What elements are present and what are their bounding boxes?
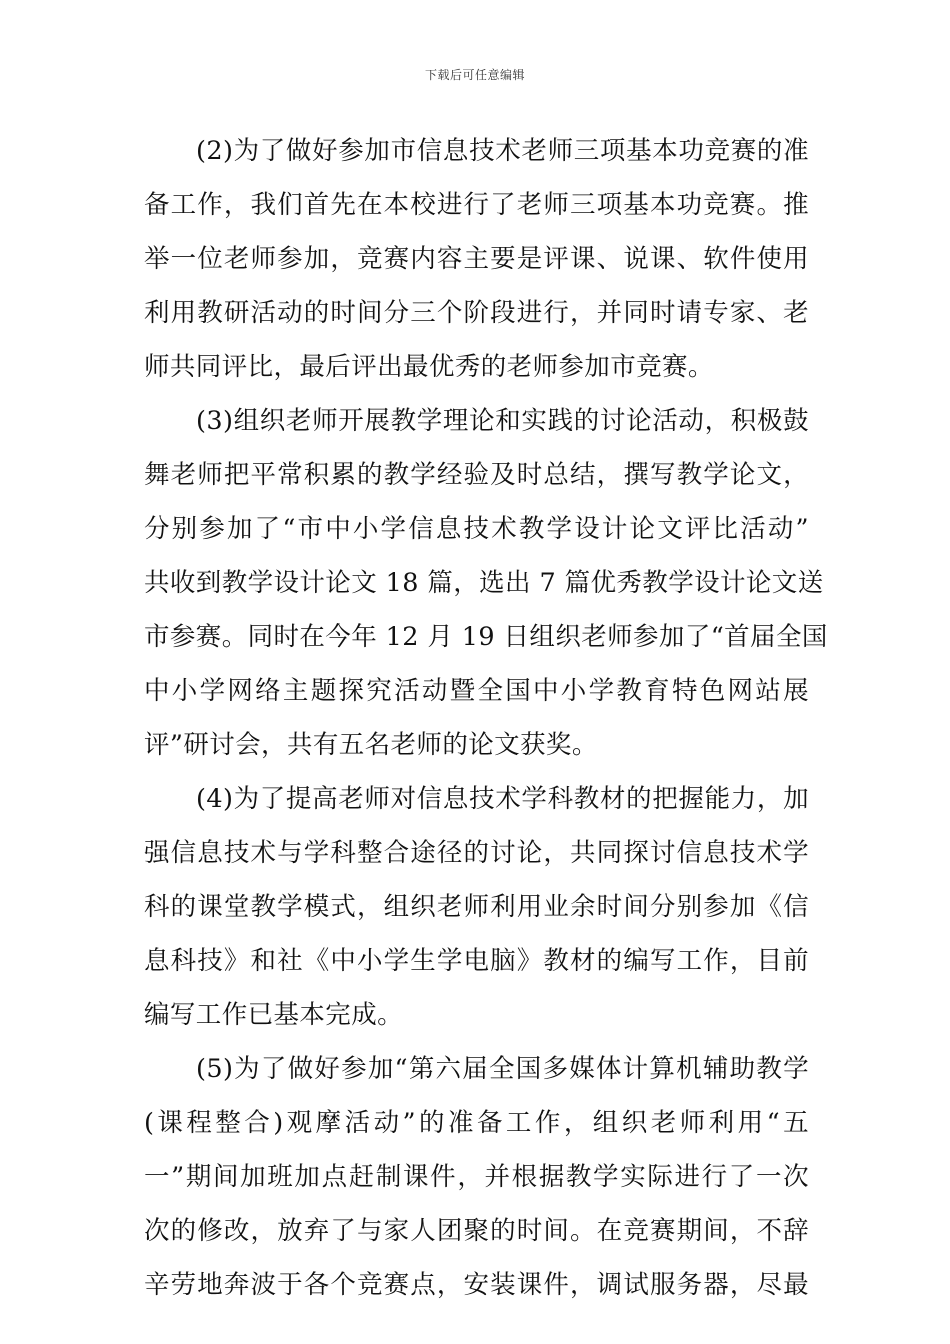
text-line: 编写工作已基本完成。 bbox=[144, 1000, 404, 1030]
paragraph bbox=[144, 1042, 809, 1312]
text-line: 次的修改，放弃了与家人团聚的时间。在竞赛期间，不辞 bbox=[144, 1216, 809, 1246]
text-line: (4)为了提高老师对信息技术学科教材的把握能力，加 bbox=[196, 784, 809, 814]
text-line: 共收到教学设计论文 18 篇，选出 7 篇优秀教学设计论文送 bbox=[144, 568, 824, 598]
text-line: 评”研讨会，共有五名老师的论文获奖。 bbox=[144, 730, 598, 760]
text-line: 分别参加了“市中小学信息技术教学设计论文评比活动” bbox=[144, 514, 809, 544]
text-line: 一”期间加班加点赶制课件，并根据教学实际进行了一次 bbox=[144, 1162, 809, 1192]
text-line: (3)组织老师开展教学理论和实践的讨论活动，积极鼓 bbox=[196, 406, 809, 436]
text-line: (2)为了做好参加市信息技术老师三项基本功竞赛的准 bbox=[196, 136, 809, 166]
text-line: 举一位老师参加，竞赛内容主要是评课、说课、软件使用 bbox=[144, 244, 809, 274]
paragraph bbox=[144, 124, 809, 394]
text-line: 市参赛。同时在今年 12 月 19 日组织老师参加了“首届全国 bbox=[144, 622, 828, 652]
page-header: 下载后可任意编辑 bbox=[424, 68, 525, 82]
document-body bbox=[144, 124, 828, 1312]
text-line: 师共同评比，最后评出最优秀的老师参加市竞赛。 bbox=[144, 352, 714, 382]
text-line: 辛劳地奔波于各个竞赛点，安装课件，调试服务器，尽最 bbox=[144, 1270, 809, 1300]
text-line: (5)为了做好参加“第六届全国多媒体计算机辅助教学 bbox=[196, 1054, 809, 1084]
paragraph bbox=[144, 772, 809, 1042]
text-line: 利用教研活动的时间分三个阶段进行，并同时请专家、老 bbox=[144, 298, 809, 328]
text-line: 科的课堂教学模式，组织老师利用业余时间分别参加《信 bbox=[144, 892, 809, 922]
text-line: 舞老师把平常积累的教学经验及时总结，撰写教学论文， bbox=[144, 460, 809, 490]
text-line: 息科技》和社《中小学生学电脑》教材的编写工作，目前 bbox=[144, 946, 809, 976]
text-line: 备工作，我们首先在本校进行了老师三项基本功竞赛。推 bbox=[144, 190, 809, 220]
text-line: 中小学网络主题探究活动暨全国中小学教育特色网站展 bbox=[144, 676, 809, 706]
paragraph bbox=[144, 394, 828, 772]
text-line: (课程整合)观摩活动”的准备工作，组织老师利用“五 bbox=[144, 1108, 809, 1138]
text-line: 强信息技术与学科整合途径的讨论，共同探讨信息技术学 bbox=[144, 838, 809, 868]
